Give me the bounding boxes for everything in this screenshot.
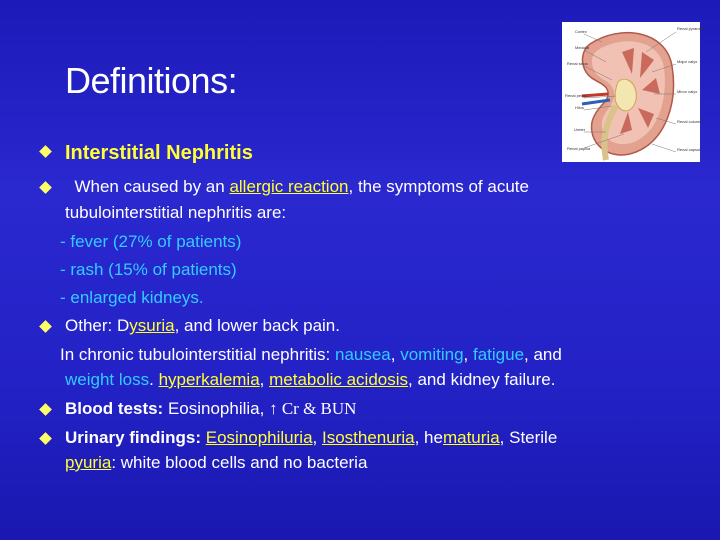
allergic-text-before: When caused by an [74,177,230,196]
label-renal-sinus: Renal sinus [567,61,588,66]
urinary-end: : white blood cells and no bacteria [111,453,368,472]
chronic-weight-loss: weight loss [65,370,150,389]
heading-interstitial-nephritis [65,141,253,165]
dysuria-link[interactable]: ysuria [129,316,175,335]
blood-tests-text: Eosinophilia, [163,399,270,418]
allergic-line-2: tubulointerstitial nephritis are: [65,203,287,222]
urinary-sep-3: , Sterile [499,428,558,447]
allergic-reaction-link[interactable]: allergic reaction [229,177,349,196]
bullet-icon [39,320,52,333]
label-renal-pelvis: Renal pelvis [565,93,587,98]
label-renal-columns: Renal columns [677,119,704,124]
label-renal-capsule: Renal capsule [677,147,703,152]
chronic-sep-3: , [259,370,270,389]
pyuria-link[interactable]: pyuria [65,453,112,472]
urinary-line-2 [65,453,367,473]
label-cortex: Cortex [575,29,587,34]
kidney-illustration [562,22,705,162]
metabolic-acidosis-link[interactable]: metabolic acidosis [269,370,409,389]
chronic-fatigue: fatigue [472,345,525,364]
hematuria-link[interactable]: maturia [442,428,500,447]
label-major-calyx: Major calyx [677,59,698,64]
urinary-sep-2: , he [414,428,443,447]
label-renal-papilla: Renal papilla [567,146,591,151]
chronic-line-1 [60,345,562,365]
chronic-vomiting: vomiting [400,345,464,364]
symptom-enlarged-kidneys: - enlarged kidneys. [60,288,204,307]
chronic-lead: In chronic tubulointerstitial nephritis: [60,345,335,364]
chronic-end: , and kidney failure. [408,370,556,389]
urinary-label: Urinary findings: [65,428,206,447]
label-hilus: Hilus [575,105,584,110]
blood-tests-cr-bun: ↑ Cr & BUN [269,399,357,418]
bullet-icon [39,181,52,194]
kidney-diagram [562,22,705,162]
slide-title: Definitions: [65,60,238,101]
chronic-sep-2: , [463,345,473,364]
allergic-text-after: , the symptoms of acute [348,177,529,196]
bullet-icon [39,145,52,158]
chronic-line-2 [65,370,555,390]
chronic-and: , and [524,345,562,364]
hyperkalemia-link[interactable]: hyperkalemia [158,370,260,389]
chronic-nausea: nausea [334,345,391,364]
heading-text: Interstitial Nephritis [65,142,253,164]
label-medulla: Medulla [575,45,590,50]
blood-tests-label: Blood tests: [65,399,164,418]
chronic-period: . [149,370,159,389]
label-ureter: Ureter [574,127,586,132]
other-suffix: , and lower back pain. [174,316,340,335]
eosinophiluria-link[interactable]: Eosinophiluria [205,428,313,447]
label-minor-calyx: Minor calyx [677,89,698,94]
isosthenuria-link[interactable]: Isosthenuria [321,428,415,447]
symptom-fever: - fever (27% of patients) [60,232,242,251]
symptom-rash: - rash (15% of patients) [60,260,237,279]
urinary-line-1 [65,428,557,448]
bullet-icon [39,432,52,445]
label-renal-pyramids: Renal pyramids [677,26,705,31]
blood-tests-line [65,399,356,419]
other-line [65,316,340,336]
bullet-icon [39,403,52,416]
allergic-line-1 [65,177,529,197]
chronic-sep-1: , [390,345,401,364]
urinary-sep-1: , [312,428,322,447]
other-prefix: Other: D [65,316,130,335]
